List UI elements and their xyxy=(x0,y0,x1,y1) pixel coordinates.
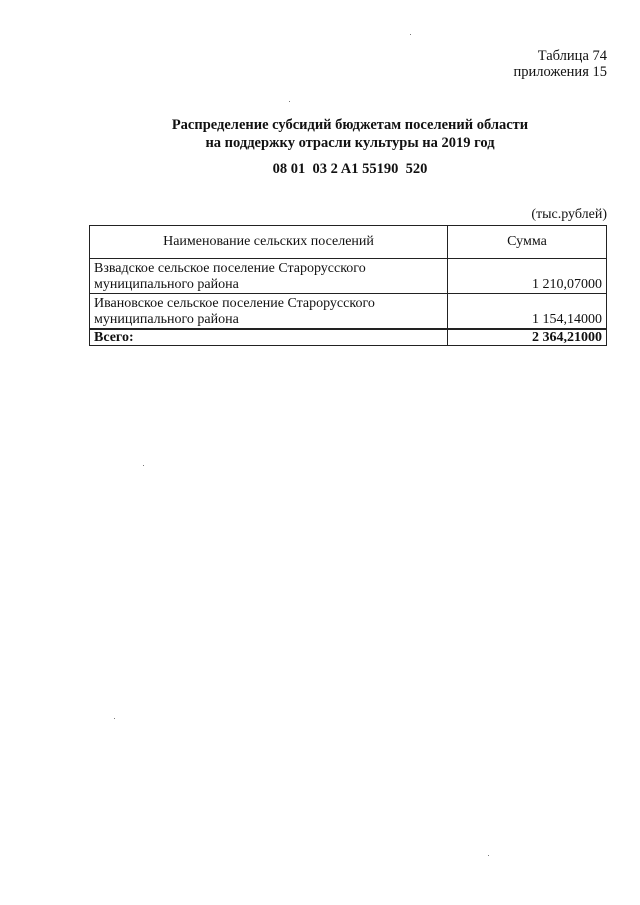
document-title xyxy=(90,116,610,152)
row-name-line-1: Взвадское сельское поселение Старорусского xyxy=(94,261,366,276)
header-name: Наименование сельских поселений xyxy=(90,226,448,259)
row-name xyxy=(90,294,448,330)
row-sum: 1 154,14000 xyxy=(448,294,607,330)
total-row xyxy=(90,329,607,346)
table-number: Таблица 74 xyxy=(537,48,607,64)
row-sum: 1 210,07000 xyxy=(448,259,607,294)
table-header-row xyxy=(90,226,607,259)
scan-speck xyxy=(289,101,290,102)
row-name-line-1: Ивановское сельское поселение Старорусского xyxy=(94,296,375,311)
total-label: Всего: xyxy=(90,329,448,346)
table-row xyxy=(90,294,607,330)
subsidy-table xyxy=(89,225,607,346)
scan-speck xyxy=(488,855,489,856)
unit-label: (тыс.рублей) xyxy=(531,207,607,222)
row-name-line-2: муниципального района xyxy=(94,312,239,327)
row-name-line-2: муниципального района xyxy=(94,277,239,292)
budget-code: 08 01 03 2 A1 55190 520 xyxy=(272,161,428,177)
scan-speck xyxy=(114,718,115,719)
title-line-2: на поддержку отрасли культуры на 2019 год xyxy=(205,135,495,151)
total-sum: 2 364,21000 xyxy=(448,329,607,346)
row-name xyxy=(90,259,448,294)
scan-speck xyxy=(410,34,411,35)
table-row xyxy=(90,259,607,294)
scan-speck xyxy=(143,465,144,466)
table-reference xyxy=(514,48,607,80)
appendix-number: приложения 15 xyxy=(513,64,607,80)
title-line-1: Распределение субсидий бюджетам поселений области xyxy=(171,117,529,133)
header-sum: Сумма xyxy=(448,226,607,259)
